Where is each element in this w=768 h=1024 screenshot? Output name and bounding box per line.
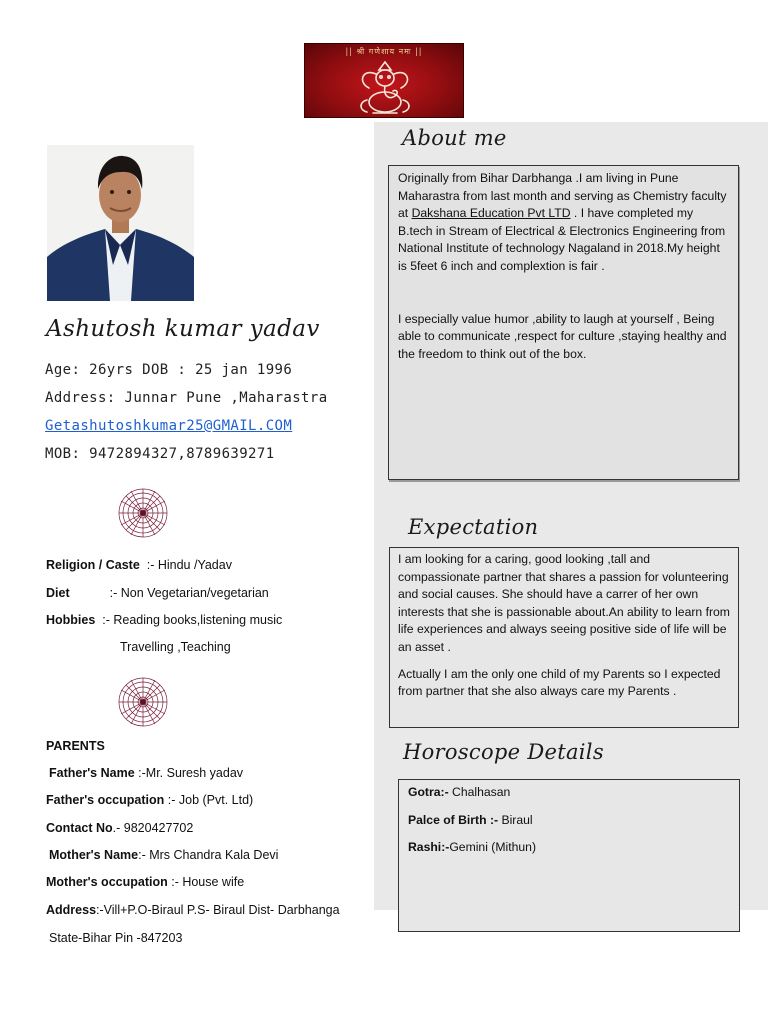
expectation-box: [389, 547, 739, 728]
company-name: Dakshana Education Pvt LTD: [411, 206, 571, 221]
horoscope-heading: Horoscope Details: [403, 740, 604, 764]
email-line[interactable]: [45, 418, 292, 434]
mother-name-row: Mother's Name:- Mrs Chandra Kala Devi: [49, 848, 279, 862]
father-name-row: Father's Name :-Mr. Suresh yadav: [49, 766, 244, 780]
rashi-row: Rashi:-Gemini (Mithun): [408, 840, 536, 855]
about-paragraph-1: Originally from Bihar Darbhanga .I am living in Pune Maharastra from last month and serving as Chemistry faculty at Dakshana Education Pvt LTD . I have completed my B.tech in Stream of Electrical & Electronics Engineering from National Institute of technology Nagaland in 2018.My height is 5feet 6 inch and complextion is fair .: [398, 171, 727, 273]
gotra-row: Gotra:- Chalhasan: [408, 785, 511, 799]
parents-address-row: Address:-Vill+P.O-Biraul P.S- Biraul Dist- Darbhanga: [46, 903, 340, 917]
banner-text: || श्री गणेशाय नमः ||: [345, 47, 423, 56]
about-box: [388, 165, 739, 480]
parents-heading: PARENTS: [46, 739, 105, 753]
mandala-icon: [117, 487, 169, 539]
expectation-paragraph-2: Actually I am the only one child of my Parents so I expected from partner that she also always care my Parents .: [398, 666, 721, 699]
diet-row: Diet :- Non Vegetarian/vegetarian: [46, 586, 269, 600]
mother-occupation-row: Mother's occupation :- House wife: [46, 875, 245, 889]
address-line: Address: Junnar Pune ,Maharastra: [45, 390, 328, 406]
person-name: Ashutosh kumar yadav: [46, 316, 320, 342]
horoscope-box: [398, 779, 740, 932]
profile-photo: [47, 145, 194, 301]
age-dob: Age: 26yrs DOB : 25 jan 1996: [45, 362, 293, 378]
hobbies-row: Hobbies :- Reading books,listening music: [46, 613, 283, 627]
mandala-icon: [117, 676, 169, 728]
about-paragraph-2: I especially value humor ,ability to laugh at yourself , Being able to communicate ,respect for culture ,staying healthy and the freedom to think out of the box.: [398, 311, 727, 361]
religion-row: Religion / Caste :- Hindu /Yadav: [46, 558, 232, 572]
birth-place-row: Palce of Birth :- Biraul: [408, 812, 533, 827]
contact-row: Contact No.- 9820427702: [46, 821, 194, 835]
about-heading: About me: [402, 126, 507, 150]
ganesha-banner: [304, 43, 464, 118]
father-occupation-row: Father's occupation :- Job (Pvt. Ltd): [46, 793, 254, 807]
hobbies-row-2: Travelling ,Teaching: [120, 640, 231, 654]
mobile-line: MOB: 9472894327,8789639271: [45, 446, 275, 462]
email-link[interactable]: Getashutoshkumar25@GMAIL.COM: [45, 418, 293, 434]
parents-state-row: State-Bihar Pin -847203: [49, 931, 183, 945]
expectation-heading: Expectation: [408, 515, 539, 539]
ganesha-icon: [345, 56, 425, 118]
expectation-paragraph-1: I am looking for a caring, good looking ,tall and compassionate partner that shares a passion for volunteering and social causes. She should have a carrer of her own interests that she is passionable about.An ability to learn from life experiences and always seeing positive side of life will be an asset .: [398, 552, 730, 654]
